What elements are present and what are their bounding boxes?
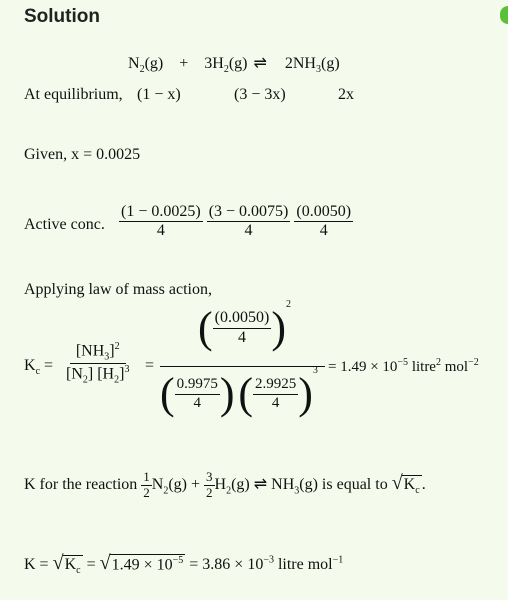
kc-numeric-fraction <box>160 299 325 440</box>
kc-main-bar <box>160 366 325 367</box>
kc-result: = $1.49 \times 10^{-5}$ litre$^2$ mol$^{-2}$ <box>328 357 479 375</box>
plus-sign: + <box>179 55 189 72</box>
k-reaction-statement: K for the reaction $\frac{1}{2}$ $N_2(g)$ + $\frac{3}{2}$ $H_2(g)$ ⇌ $NH_3(g)$ is equal to $√K_c$ . <box>24 469 426 500</box>
final-k-result: $K = √K_c = √1.49 \times 10^{-5} = 3.86 \times 10^{-3}$ litre mol$^{-1}$ <box>24 552 344 577</box>
sqrt-icon: √ <box>391 472 403 495</box>
edge-marker <box>500 6 508 24</box>
kc-top-term: ( $\frac{(0.0050)}{4}$ )$^2$ <box>198 299 291 352</box>
equilibrium-nh3: 2x <box>338 86 354 103</box>
nh3-species: $2NH_3(g)$ <box>284 55 340 76</box>
equilibrium-n2: (1 − x) <box>137 86 181 103</box>
active-conc-label: Active conc. <box>24 216 105 233</box>
sqrt-icon: √ <box>52 552 64 574</box>
equilibrium-h2: (3 − 3x) <box>234 86 286 103</box>
active-frac-nh3: $\frac{(0.0050)}{4}$ <box>296 203 352 240</box>
h2-species: $3H_2(g)$ <box>204 55 248 76</box>
equilibrium-label: At equilibrium, <box>24 86 123 103</box>
n2-species: $N_2(g)$ <box>128 55 164 76</box>
kc-lhs-fraction: $\frac{[NH_3]^2}{[N_2] [H_2]^3}$ <box>66 341 130 386</box>
reaction-equation <box>128 53 340 75</box>
given-value: Given, x = 0.0025 <box>24 146 141 163</box>
equilibrium-arrow: ⇌ <box>253 55 267 72</box>
three-halves-coefficient: $\frac{3}{2}$ <box>206 469 213 500</box>
kc-bottom-term: ( $\frac{0.9975}{4}$ ) ( $\frac{2.9925}{4}$ )$^3$ <box>160 365 318 418</box>
kc-symbol: $K_c$ = <box>24 357 54 378</box>
half-coefficient: $\frac{1}{2}$ <box>143 469 150 500</box>
sqrt-icon: √ <box>99 552 111 574</box>
active-conc-fractions <box>119 203 353 241</box>
active-frac-n2: $\frac{(1 - 0.0025)}{4}$ <box>121 203 201 240</box>
law-of-mass-action: Applying law of mass action, <box>24 281 212 298</box>
section-heading: Solution <box>24 6 100 27</box>
kc-equals: = <box>145 357 155 374</box>
active-frac-h2: $\frac{(3 - 0.0075)}{4}$ <box>208 203 289 240</box>
